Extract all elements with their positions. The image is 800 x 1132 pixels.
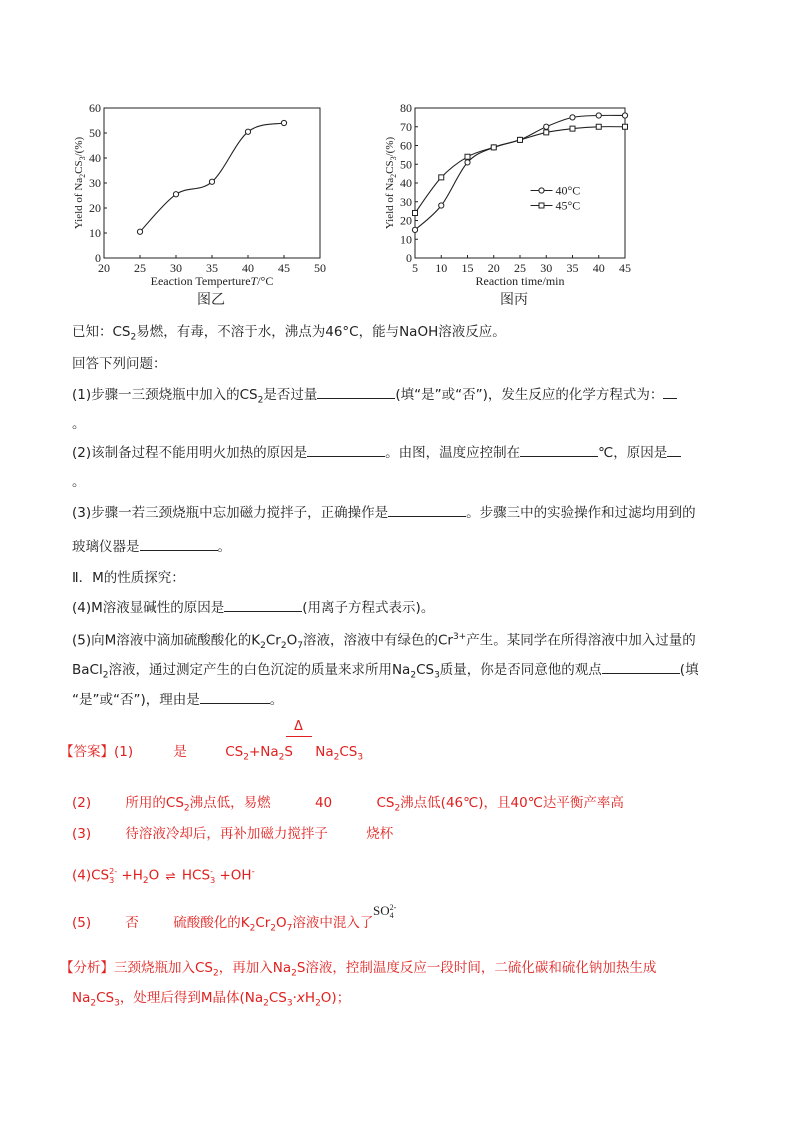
delta-sign: Δ (294, 719, 303, 734)
chart-yi-caption: 图乙 (197, 292, 225, 308)
data-point-circle (173, 192, 178, 197)
q1-blank-1[interactable] (317, 384, 395, 399)
x-tick-label: 30 (170, 261, 182, 275)
data-point-square (518, 137, 523, 142)
x-tick-label: 30 (540, 261, 553, 275)
y-tick-label: 30 (400, 194, 412, 209)
known-line: 已知：$CS_2$易燃，有毒，不溶于水，沸点为46°C，能与NaOH溶液反应。 (72, 324, 506, 343)
chart-bing-svg (365, 100, 645, 290)
legend-label: 45°C (555, 198, 581, 213)
sulfate-formula: SO2- 4 (373, 903, 397, 921)
analysis-line-2: $Na_2CS_3$，处理后得到M晶体$(Na_2CS_3\cdot xH_2O)$； (72, 990, 351, 1009)
y-tick-label: 10 (89, 226, 101, 240)
x-tick-label: 35 (566, 261, 579, 275)
q5-line-3: “是”或“否”)，理由是 。 (72, 689, 283, 710)
data-point-square (413, 211, 418, 216)
data-point-square (596, 124, 601, 129)
data-point-circle (281, 120, 286, 125)
data-point-circle (596, 113, 601, 118)
y-tick-label: 0 (406, 251, 412, 265)
q2-blank-2[interactable] (520, 442, 598, 457)
q2-line: (2)该制备过程不能用明火加热的原因是 。由图，温度应控制在 ℃，原因是 (72, 442, 681, 463)
data-point-square (623, 124, 628, 129)
chart-bing-caption: 图丙 (500, 292, 528, 308)
delta-bar (286, 736, 312, 737)
y-tick-label: 30 (89, 176, 101, 190)
x-tick-label: 40 (592, 261, 605, 275)
data-point-square (439, 175, 444, 180)
x-tick-label: 45 (619, 261, 631, 275)
data-point-square (465, 154, 470, 159)
data-point-circle (439, 203, 444, 208)
x-tick-label: 45 (278, 261, 290, 275)
x-axis-label: Eeaction TempertureT/°C (150, 274, 274, 288)
equilibrium-arrow-icon: ⇌ (165, 868, 176, 883)
data-point-circle (245, 129, 250, 134)
q2-blank-1[interactable] (307, 442, 385, 457)
data-point-circle (209, 179, 214, 184)
q4-line: (4)M溶液显碱性的原因是 (用离子方程式表示)。 (72, 597, 434, 618)
q3-blank-2[interactable] (140, 536, 218, 551)
data-point-circle (570, 115, 575, 120)
q1-end: 。 (72, 416, 86, 432)
data-point-circle (137, 229, 142, 234)
x-tick-label: 40 (242, 261, 254, 275)
y-tick-label: 40 (400, 176, 412, 190)
chart-yi-svg (60, 100, 340, 290)
x-tick-label: 50 (314, 261, 326, 275)
x-tick-label: 10 (435, 261, 448, 275)
data-point-square (544, 130, 549, 135)
series-line-0 (140, 123, 284, 232)
y-tick-label: 50 (89, 126, 101, 140)
y-tick-label: 60 (400, 138, 412, 153)
chart-yi (60, 100, 340, 294)
data-point-square (491, 145, 496, 150)
y-axis-label: Yield of $Na_2CS_3/(\%)$ (384, 136, 398, 230)
x-tick-label: 15 (461, 261, 474, 275)
x-tick-label: 25 (134, 261, 146, 275)
q5-line: (5)向M溶液中滴加硫酸酸化的$K_2Cr_2O_7$溶液，溶液中有绿色的$Cr^{3+}$产生。某同学在所得溶液中加入过量的 (72, 632, 696, 652)
q1-line: (1)步骤一三颈烧瓶中加入的$CS_2$是否过量 (填“是”或“否”)，发生反应的化学方程式为： (72, 384, 677, 411)
data-point-square (570, 126, 575, 131)
prompt-line: 回答下列问题： (72, 356, 167, 372)
x-axis-label: Reaction time/min (475, 274, 565, 288)
q4-blank[interactable] (224, 597, 302, 612)
plot-frame (415, 108, 625, 258)
x-tick-label: 25 (514, 261, 526, 275)
chart-bing (365, 100, 645, 294)
answer-3: (3) 待溶液冷却后，再补加磁力搅拌子 烧杯 (72, 826, 394, 842)
y-tick-label: 0 (95, 251, 101, 265)
y-axis-label: Yield of $Na_2CS_3/(\%)$ (73, 136, 87, 230)
y-tick-label: 20 (400, 213, 412, 228)
x-tick-label: 5 (412, 261, 418, 275)
answer-1: 【答案】(1) 是 $CS_2+Na_2S$ $Na_2CS_3$ (60, 744, 364, 763)
legend-marker-square (539, 203, 544, 208)
analysis-line: 【分析】三颈烧瓶加入$CS_2$，再加入$Na_2S$溶液，控制温度反应一段时间，二硫化碳和硫化钠加热生成 (60, 960, 657, 979)
section-2-title: Ⅱ．M的性质探究： (72, 570, 185, 586)
answer-4: (4)CS2- $3 +H_2O$ ⇌ HCS- 3 +OH- (72, 866, 255, 887)
q3-line-2: 玻璃仪器是 。 (72, 536, 231, 557)
data-point-circle (622, 113, 627, 118)
answer-5: (5) 否 硫酸酸化的$K_2Cr_2O_7$溶液中混入了 (72, 915, 374, 934)
data-point-circle (465, 160, 470, 165)
q5-blank-2[interactable] (200, 689, 270, 704)
legend-label: 40°C (555, 183, 581, 198)
x-tick-label: 35 (206, 261, 218, 275)
y-tick-label: 70 (400, 119, 412, 134)
q5-blank-1[interactable] (602, 659, 680, 674)
y-tick-label: 10 (400, 232, 412, 247)
y-tick-label: 20 (89, 201, 101, 215)
y-tick-label: 50 (400, 157, 412, 172)
q2-end: 。 (72, 474, 86, 490)
data-point-circle (412, 227, 417, 232)
x-tick-label: 20 (487, 261, 500, 275)
q2-blank-3[interactable] (667, 442, 681, 457)
answer-2: (2) 所用的$CS_2$沸点低，易燃 40 $CS_2$沸点低(46℃)，且40℃达平衡产率高 (72, 795, 624, 814)
y-tick-label: 80 (400, 101, 412, 115)
y-tick-label: 60 (89, 101, 101, 115)
q3-line: (3)步骤一若三颈烧瓶中忘加磁力搅拌子，正确操作是 。步骤三中的实验操作和过滤均用到的 (72, 502, 696, 523)
q1-blank-2[interactable] (663, 384, 677, 399)
q3-blank-1[interactable] (388, 502, 466, 517)
x-tick-label: 20 (98, 261, 110, 275)
data-point-circle (544, 124, 549, 129)
y-tick-label: 40 (89, 151, 101, 165)
q5-line-2: BaCl$_2$溶液，通过测定产生的白色沉淀的质量来求所用$Na_2CS_3$质量，你是否同意他的观点 (填 (72, 659, 699, 686)
legend-marker-circle (539, 188, 544, 193)
